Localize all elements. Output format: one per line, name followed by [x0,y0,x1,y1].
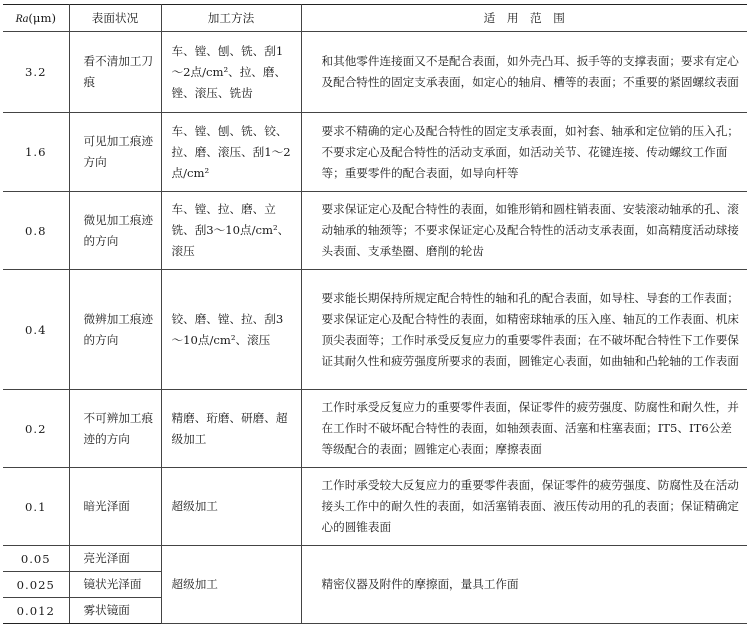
machining-method: 铰、磨、镗、拉、刮3～10点/cm²、滚压 [161,270,301,390]
application-scope: 要求保证定心及配合特性的表面，如锥形销和圆柱销表面、安装滚动轴承的孔、滚动轴承的轴颈等；不要求保证定心及配合特性的活动支承表面，如高精度活动球接头表面、支承垫圈、磨削的轮齿 [301,192,747,270]
table-row [3,390,747,468]
ra-value: 0.025 [3,572,69,598]
ra-value: 0.05 [3,546,69,572]
application-scope: 要求能长期保持所规定配合特性的轴和孔的配合表面，如导柱、导套的工作表面；要求保证定心及配合特性的表面，如精密球轴承的压入座、轴瓦的工作表面、机床顶尖表面等；工作时承受反复应力的重要零件表面；在不破坏配合特性下工作要保证其耐久性和疲劳强度所要求的表面，圆锥定心表面，如曲轴和凸轮轴的工作表面 [301,270,747,390]
surface-state: 看不清加工刀痕 [69,32,161,113]
ra-value: 0.1 [3,468,69,546]
application-scope: 和其他零件连接面又不是配合表面，如外壳凸耳、扳手等的支撑表面；要求有定心及配合特性的固定支承表面，如定心的轴肩、槽等的表面；不重要的紧固螺纹表面 [301,32,747,113]
surface-state: 暗光泽面 [69,468,161,546]
machining-method: 车、镗、刨、铣、铰、拉、磨、滚压、刮1～2点/cm² [161,113,301,192]
machining-method: 车、镗、拉、磨、立铣、刮3～10点/cm²、滚压 [161,192,301,270]
surface-state: 可见加工痕迹方向 [69,113,161,192]
header-row [3,5,747,32]
ra-value: 1.6 [3,113,69,192]
surface-state: 亮光泽面 [69,546,161,572]
surface-state: 微辨加工痕迹的方向 [69,270,161,390]
ra-value: 0.012 [3,598,69,624]
application-scope: 工作时承受反复应力的重要零件表面，保证零件的疲劳强度、防腐性和耐久性，并在工作时不破坏配合特性的表面，如轴颈表面、活塞和柱塞表面；IT5、IT6公差等级配合的表面；圆锥定心表面；摩擦表面 [301,390,747,468]
ra-value: 0.8 [3,192,69,270]
table-row [3,113,747,192]
header-state: 表面状况 [69,5,161,32]
application-scope: 精密仪器及附件的摩擦面，量具工作面 [301,546,747,624]
machining-method: 超级加工 [161,546,301,624]
surface-state: 雾状镜面 [69,598,161,624]
application-scope: 要求不精确的定心及配合特性的固定支承表面，如衬套、轴承和定位销的压入孔；不要求定心及配合特性的活动支承面，如活动关节、花键连接、传动螺纹工作面等；重要零件的配合表面，如导向杆等 [301,113,747,192]
table-row [3,468,747,546]
table-row [3,32,747,113]
machining-method: 精磨、珩磨、研磨、超级加工 [161,390,301,468]
application-scope: 工作时承受较大反复应力的重要零件表面，保证零件的疲劳强度、防腐性及在活动接头工作中的耐久性的表面，如活塞销表面、液压传动用的孔的表面；保证精确定心的圆锥表面 [301,468,747,546]
machining-method: 超级加工 [161,468,301,546]
table-row [3,546,747,572]
ra-value: 0.4 [3,270,69,390]
header-scope: 适 用 范 围 [301,5,747,32]
header-method: 加工方法 [161,5,301,32]
surface-state: 微见加工痕迹的方向 [69,192,161,270]
ra-value: 0.2 [3,390,69,468]
ra-value: 3.2 [3,32,69,113]
machining-method: 车、镗、刨、铣、刮1～2点/cm²、拉、磨、锉、滚压、铣齿 [161,32,301,113]
table-row [3,270,747,390]
surface-state: 不可辨加工痕迹的方向 [69,390,161,468]
surface-state: 镜状光泽面 [69,572,161,598]
roughness-table [3,4,747,624]
header-ra: Ra(μm) [3,5,69,32]
table-row [3,192,747,270]
